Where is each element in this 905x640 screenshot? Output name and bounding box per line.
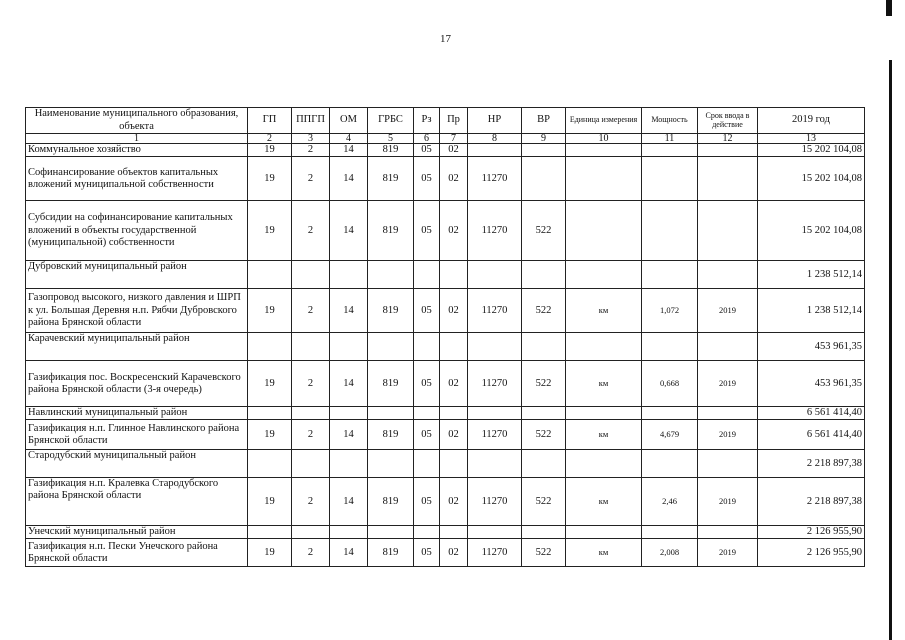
cell-unit [566,144,642,157]
cell-pr [440,526,468,539]
cell-power: 0,668 [642,361,698,407]
column-number: 11 [642,134,698,144]
cell-rz: 05 [414,289,440,333]
cell-pr [440,261,468,289]
cell-power: 4,679 [642,420,698,450]
cell-grbs [368,526,414,539]
cell-unit: км [566,289,642,333]
cell-gp: 19 [248,361,292,407]
cell-nr: 11270 [468,289,522,333]
table-row [26,333,865,361]
cell-unit [566,333,642,361]
cell-power: 2,008 [642,539,698,567]
col-header-ppgp: ППГП [292,108,330,134]
cell-om [330,526,368,539]
cell-year [698,261,758,289]
col-header-unit: Единица измерения [566,108,642,134]
cell-ppgp [292,407,330,420]
cell-amount: 453 961,35 [758,361,865,407]
cell-unit: км [566,539,642,567]
cell-amount: 15 202 104,08 [758,144,865,157]
cell-vr: 522 [522,361,566,407]
cell-nr: 11270 [468,539,522,567]
cell-nr: 11270 [468,478,522,526]
cell-vr [522,333,566,361]
cell-nr: 11270 [468,361,522,407]
cell-ppgp: 2 [292,361,330,407]
cell-om: 14 [330,289,368,333]
row-name: Дубровский муниципальный район [26,261,248,289]
cell-amount: 453 961,35 [758,333,865,361]
column-number: 12 [698,134,758,144]
cell-vr [522,144,566,157]
cell-pr: 02 [440,201,468,261]
cell-vr: 522 [522,539,566,567]
cell-amount: 2 218 897,38 [758,478,865,526]
cell-unit [566,201,642,261]
cell-ppgp: 2 [292,539,330,567]
cell-grbs [368,407,414,420]
table-row [26,157,865,201]
budget-table [25,107,865,567]
cell-unit: км [566,361,642,407]
cell-amount: 2 126 955,90 [758,526,865,539]
cell-pr: 02 [440,361,468,407]
cell-power: 2,46 [642,478,698,526]
col-header-name: Наименование муниципального образования, объекта [26,108,248,134]
cell-power [642,201,698,261]
cell-om: 14 [330,478,368,526]
cell-amount: 15 202 104,08 [758,157,865,201]
cell-pr: 02 [440,478,468,526]
cell-grbs: 819 [368,361,414,407]
row-name: Коммунальное хозяйство [26,144,248,157]
row-name: Газификация пос. Воскресенский Карачевского района Брянской области (3-я очередь) [26,361,248,407]
column-number: 5 [368,134,414,144]
cell-om: 14 [330,144,368,157]
scan-edge-right [889,60,892,640]
cell-pr: 02 [440,289,468,333]
cell-power [642,407,698,420]
cell-rz: 05 [414,157,440,201]
row-name: Карачевский муниципальный район [26,333,248,361]
cell-vr: 522 [522,289,566,333]
cell-pr: 02 [440,420,468,450]
cell-amount: 6 561 414,40 [758,420,865,450]
cell-ppgp [292,261,330,289]
cell-nr [468,450,522,478]
row-name: Субсидии на софинансирование капитальных вложений в объекты государственной (муниципальной) собственности [26,201,248,261]
cell-gp: 19 [248,289,292,333]
cell-year: 2019 [698,420,758,450]
cell-year [698,157,758,201]
cell-nr [468,526,522,539]
cell-gp: 19 [248,157,292,201]
column-number: 1 [26,134,248,144]
column-number: 4 [330,134,368,144]
table-row [26,201,865,261]
cell-unit [566,407,642,420]
cell-rz [414,526,440,539]
cell-nr [468,144,522,157]
cell-pr: 02 [440,144,468,157]
row-name: Стародубский муниципальный район [26,450,248,478]
cell-gp [248,407,292,420]
scan-mark-top-right [886,0,892,16]
column-number: 10 [566,134,642,144]
cell-om: 14 [330,539,368,567]
row-name: Газификация н.п. Пески Унечского района Брянской области [26,539,248,567]
cell-nr: 11270 [468,201,522,261]
table-row [26,289,865,333]
column-number: 6 [414,134,440,144]
cell-rz [414,407,440,420]
cell-power [642,144,698,157]
cell-grbs: 819 [368,420,414,450]
col-header-vr: ВР [522,108,566,134]
cell-om [330,407,368,420]
row-name: Газификация н.п. Кралевка Стародубского района Брянской области [26,478,248,526]
column-number-row [26,134,865,144]
cell-pr [440,333,468,361]
cell-unit: км [566,420,642,450]
table-row [26,407,865,420]
col-header-power: Мощность [642,108,698,134]
cell-gp: 19 [248,201,292,261]
col-header-rz: Рз [414,108,440,134]
cell-amount: 15 202 104,08 [758,201,865,261]
col-header-grbs: ГРБС [368,108,414,134]
cell-grbs [368,333,414,361]
row-name: Газификация н.п. Глинное Навлинского района Брянской области [26,420,248,450]
cell-vr: 522 [522,478,566,526]
cell-rz: 05 [414,539,440,567]
cell-power [642,261,698,289]
cell-vr [522,407,566,420]
cell-power [642,526,698,539]
cell-power [642,450,698,478]
row-name: Унечский муниципальный район [26,526,248,539]
table-row [26,361,865,407]
page-number: 17 [440,33,451,45]
cell-grbs: 819 [368,144,414,157]
cell-pr [440,407,468,420]
cell-amount: 1 238 512,14 [758,261,865,289]
cell-ppgp: 2 [292,144,330,157]
cell-power [642,157,698,201]
cell-grbs: 819 [368,201,414,261]
cell-power [642,333,698,361]
cell-unit [566,157,642,201]
table-row [26,261,865,289]
cell-vr [522,157,566,201]
table-row [26,478,865,526]
column-number: 3 [292,134,330,144]
cell-rz: 05 [414,201,440,261]
col-header-gp: ГП [248,108,292,134]
column-number: 7 [440,134,468,144]
cell-ppgp: 2 [292,478,330,526]
cell-year: 2019 [698,478,758,526]
cell-year: 2019 [698,539,758,567]
cell-power: 1,072 [642,289,698,333]
cell-year: 2019 [698,289,758,333]
cell-unit [566,526,642,539]
cell-gp: 19 [248,144,292,157]
column-number: 8 [468,134,522,144]
cell-unit: км [566,478,642,526]
table-row [26,526,865,539]
cell-om [330,450,368,478]
cell-amount: 6 561 414,40 [758,407,865,420]
cell-year [698,201,758,261]
cell-vr: 522 [522,420,566,450]
cell-year: 2019 [698,361,758,407]
cell-om [330,261,368,289]
cell-ppgp: 2 [292,289,330,333]
cell-year [698,526,758,539]
cell-nr [468,407,522,420]
cell-rz [414,261,440,289]
cell-grbs: 819 [368,289,414,333]
cell-gp: 19 [248,420,292,450]
cell-amount: 2 218 897,38 [758,450,865,478]
cell-gp [248,450,292,478]
cell-year [698,333,758,361]
cell-pr [440,450,468,478]
column-number: 13 [758,134,865,144]
cell-gp [248,333,292,361]
cell-ppgp [292,526,330,539]
cell-ppgp [292,333,330,361]
cell-unit [566,450,642,478]
cell-ppgp: 2 [292,201,330,261]
cell-vr [522,261,566,289]
cell-vr: 522 [522,201,566,261]
col-header-nr: НР [468,108,522,134]
cell-gp [248,261,292,289]
table-row [26,144,865,157]
column-number: 9 [522,134,566,144]
cell-om: 14 [330,201,368,261]
cell-ppgp [292,450,330,478]
cell-grbs [368,261,414,289]
cell-nr [468,333,522,361]
cell-rz [414,450,440,478]
cell-year [698,407,758,420]
col-header-amount: 2019 год [758,108,865,134]
cell-om: 14 [330,157,368,201]
cell-nr [468,261,522,289]
cell-pr: 02 [440,157,468,201]
cell-rz [414,333,440,361]
cell-ppgp: 2 [292,157,330,201]
cell-grbs [368,450,414,478]
cell-amount: 2 126 955,90 [758,539,865,567]
cell-year [698,144,758,157]
cell-vr [522,450,566,478]
cell-pr: 02 [440,539,468,567]
cell-grbs: 819 [368,478,414,526]
col-header-pr: Пр [440,108,468,134]
cell-om: 14 [330,420,368,450]
cell-grbs: 819 [368,539,414,567]
col-header-year: Срок ввода в действие [698,108,758,134]
header-row [26,108,865,134]
cell-rz: 05 [414,420,440,450]
cell-rz: 05 [414,478,440,526]
cell-rz: 05 [414,361,440,407]
row-name: Газопровод высокого, низкого давления и ШРП к ул. Большая Деревня н.п. Рябчи Дубровского района Брянской области [26,289,248,333]
cell-om: 14 [330,361,368,407]
cell-gp: 19 [248,539,292,567]
cell-year [698,450,758,478]
column-number: 2 [248,134,292,144]
table-row [26,420,865,450]
cell-ppgp: 2 [292,420,330,450]
cell-nr: 11270 [468,420,522,450]
cell-om [330,333,368,361]
cell-grbs: 819 [368,157,414,201]
row-name: Навлинский муниципальный район [26,407,248,420]
cell-vr [522,526,566,539]
cell-nr: 11270 [468,157,522,201]
col-header-om: ОМ [330,108,368,134]
table-row [26,450,865,478]
row-name: Софинансирование объектов капитальных вложений муниципальной собственности [26,157,248,201]
cell-amount: 1 238 512,14 [758,289,865,333]
cell-unit [566,261,642,289]
cell-gp [248,526,292,539]
cell-gp: 19 [248,478,292,526]
cell-rz: 05 [414,144,440,157]
table-row [26,539,865,567]
